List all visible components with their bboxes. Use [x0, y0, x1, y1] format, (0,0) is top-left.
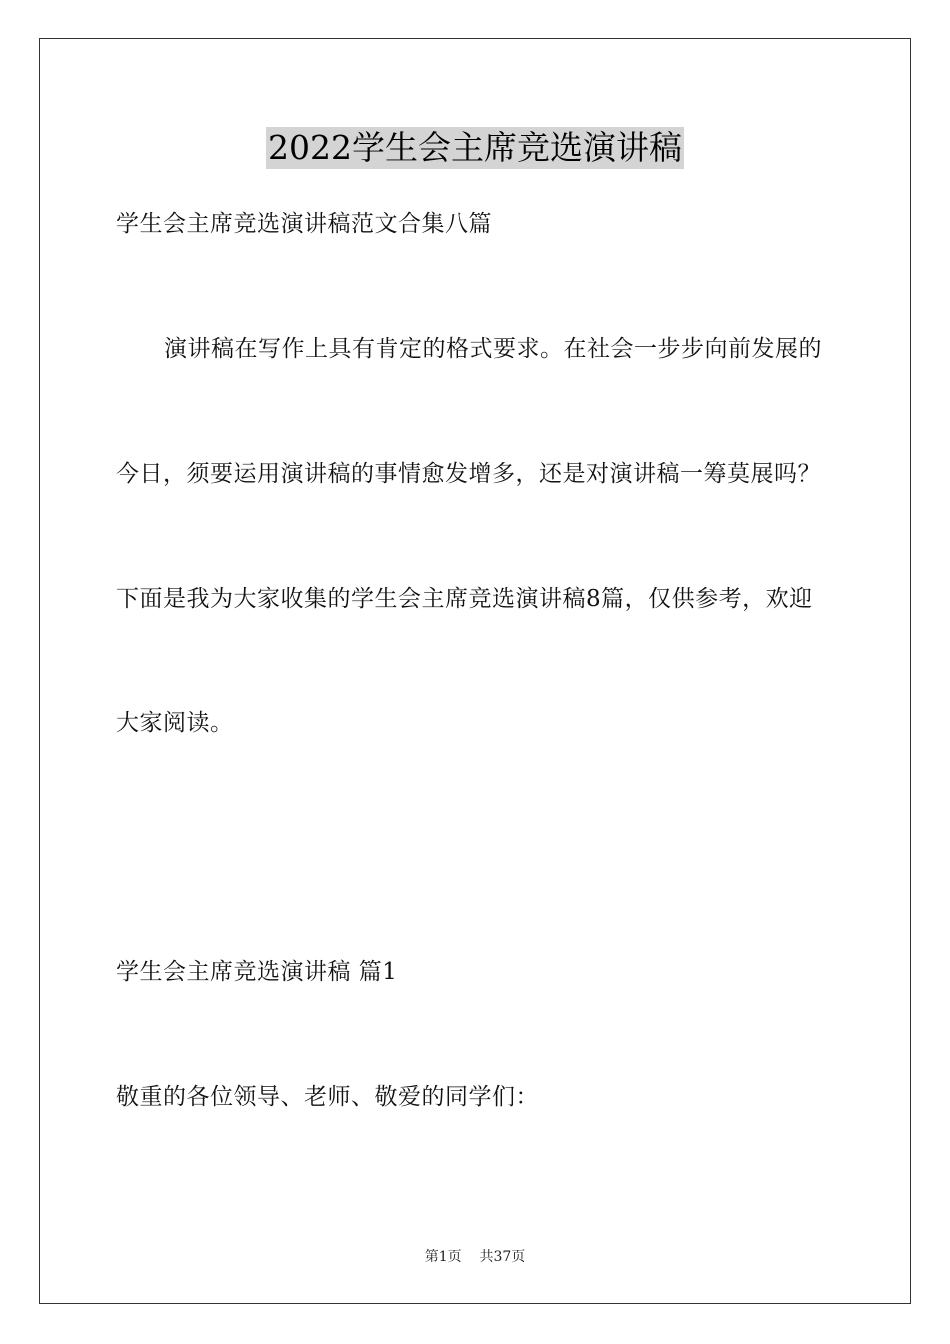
total-pages: 共37页: [479, 1249, 526, 1265]
document-title: 2022学生会主席竞选演讲稿: [268, 128, 682, 167]
page-footer: [0, 1248, 950, 1266]
intro-line-1: 演讲稿在写作上具有肯定的格式要求。在社会一步步向前发展的: [164, 336, 822, 362]
title-container: [0, 127, 950, 169]
page-number: 第1页: [424, 1249, 462, 1265]
intro-line-4: 大家阅读。: [116, 710, 234, 736]
intro-line-2: 今日，须要运用演讲稿的事情愈发增多，还是对演讲稿一筹莫展吗？: [116, 461, 821, 487]
document-subtitle: 学生会主席竞选演讲稿范文合集八篇: [116, 211, 492, 237]
section-heading: 学生会主席竞选演讲稿 篇1: [116, 959, 398, 985]
salutation: 敬重的各位领导、老师、敬爱的同学们：: [116, 1084, 539, 1110]
intro-line-3: 下面是我为大家收集的学生会主席竞选演讲稿8篇，仅供参考，欢迎: [116, 586, 813, 612]
